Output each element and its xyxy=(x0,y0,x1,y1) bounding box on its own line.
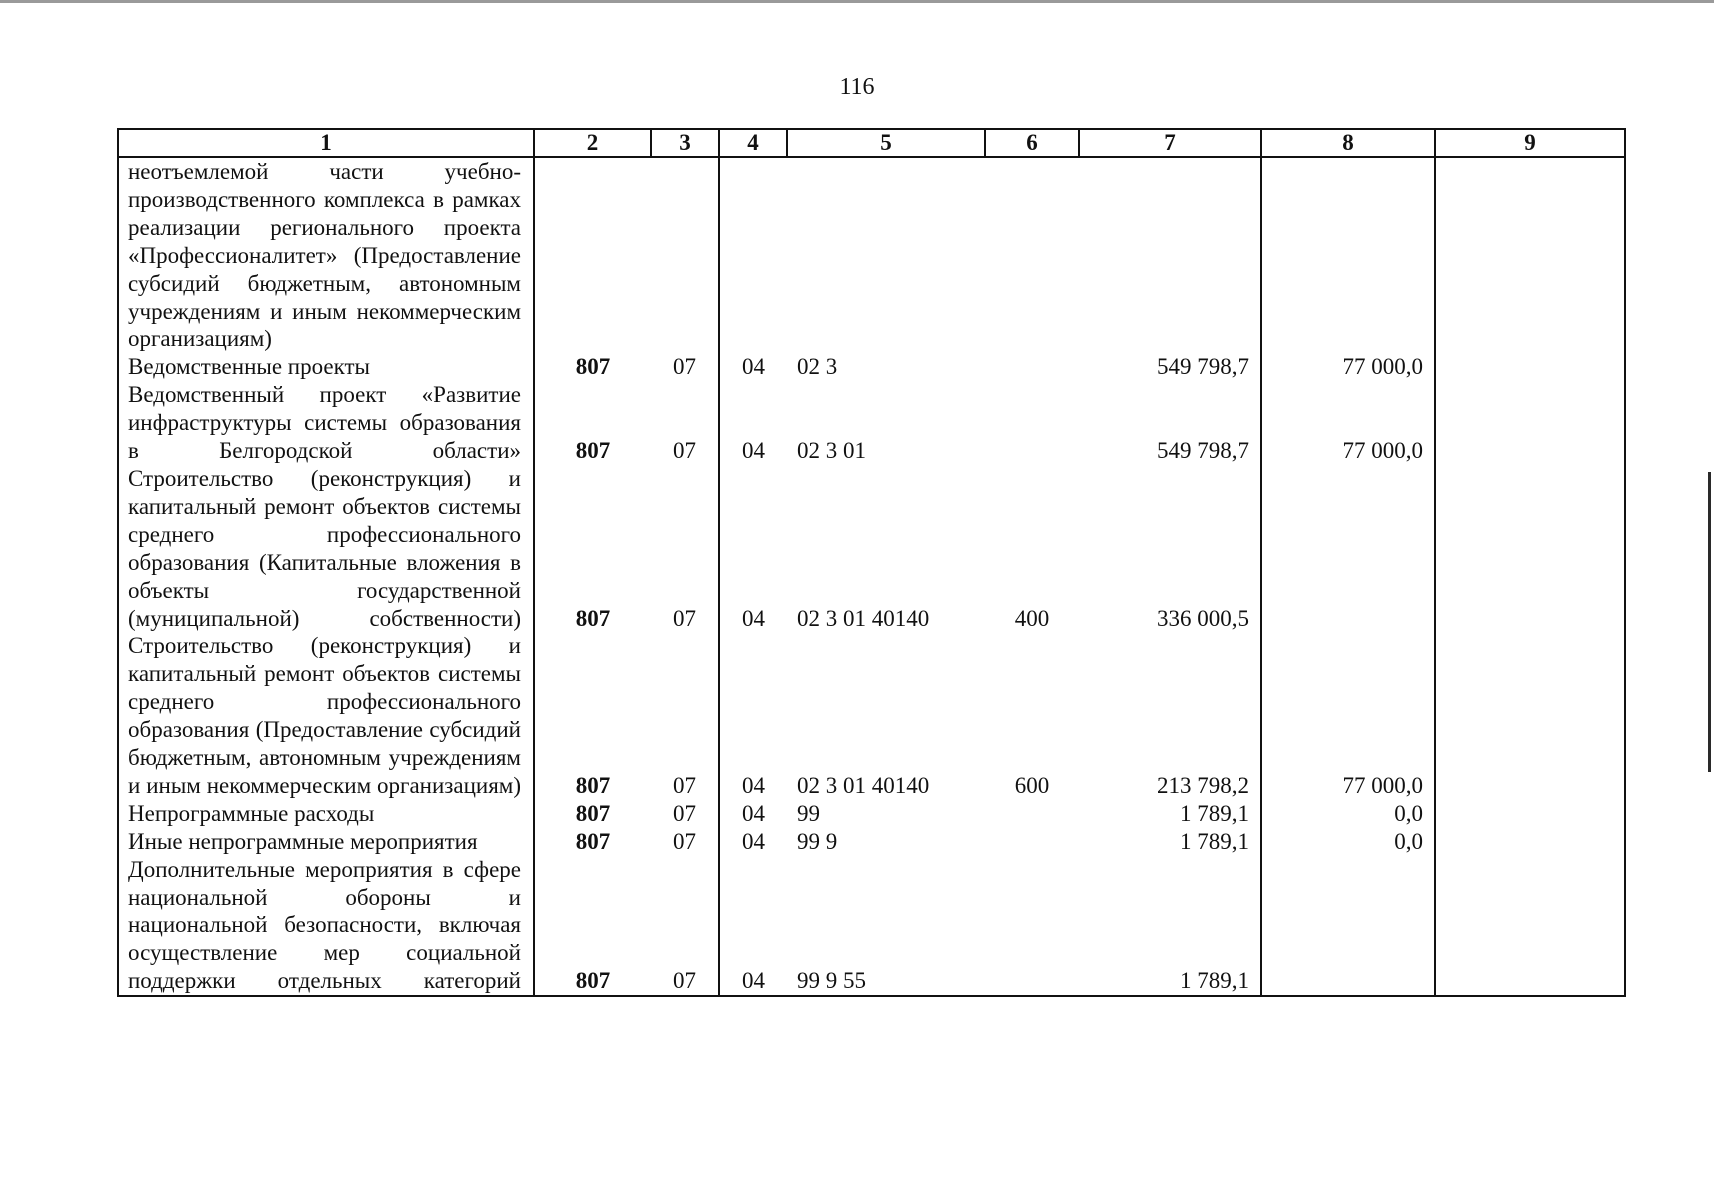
header-col-7: 7 xyxy=(1079,129,1261,157)
table-row xyxy=(118,353,1625,381)
row-ved: 807 xyxy=(534,800,651,828)
row-sum-8 xyxy=(1261,856,1435,997)
row-ved: 807 xyxy=(534,465,651,632)
row-sum-8 xyxy=(1261,465,1435,632)
row-ved: 807 xyxy=(534,353,651,381)
row-sum-7: 549 798,7 xyxy=(1079,381,1261,465)
row-rz: 07 xyxy=(651,856,719,997)
row-rz: 07 xyxy=(651,828,719,856)
row-vr xyxy=(985,800,1079,828)
row-sum-8 xyxy=(1261,157,1435,353)
row-sum-9 xyxy=(1435,157,1625,353)
header-col-3: 3 xyxy=(651,129,719,157)
row-pr: 04 xyxy=(742,605,765,631)
row-pr: 04 xyxy=(719,856,787,997)
row-csr: 99 xyxy=(797,800,820,826)
row-sum-9 xyxy=(1435,800,1625,828)
header-col-6: 6 xyxy=(985,129,1079,157)
row-vr xyxy=(985,828,1079,856)
row-vr xyxy=(985,381,1079,465)
row-name: Иные непрограммные мероприятия xyxy=(118,828,534,856)
row-sum-9 xyxy=(1435,381,1625,465)
row-csr: 02 3 01 xyxy=(797,438,866,464)
row-ved: 807 xyxy=(534,381,651,465)
row-sum-8: 77 000,0 xyxy=(1261,353,1435,381)
row-sum-8: 77 000,0 xyxy=(1261,381,1435,465)
row-rz xyxy=(651,157,719,353)
table-row xyxy=(118,465,1625,632)
row-rz: 07 xyxy=(651,381,719,465)
table-header-row xyxy=(118,129,1625,157)
row-sum-7: 213 798,2 xyxy=(1079,632,1261,799)
row-csr: 02 3 01 40140 xyxy=(797,605,930,631)
row-vr xyxy=(985,353,1079,381)
scan-right-edge xyxy=(1708,472,1711,772)
row-name: Непрограммные расходы xyxy=(118,800,534,828)
row-csr: 02 3 xyxy=(797,354,838,380)
row-name: Дополнительные мероприятия в сфере национальной обороны и национальной безопасности, включая осуществление мер социальной поддержки отдельных категорий xyxy=(118,856,534,997)
header-col-5: 5 xyxy=(787,129,985,157)
header-col-9: 9 xyxy=(1435,129,1625,157)
row-pr: 04 xyxy=(742,828,765,854)
row-pr: 04 xyxy=(742,354,765,380)
row-name: Строительство (реконструкция) и капитальный ремонт объектов системы среднего профессионального образования (Капитальные вложения в объекты государственной (муниципальной) собственности) xyxy=(118,465,534,632)
row-sum-9 xyxy=(1435,353,1625,381)
table-row xyxy=(118,632,1625,799)
row-name: Ведомственный проект «Развитие инфраструктуры системы образования в Белгородской области» xyxy=(118,381,534,465)
header-col-4: 4 xyxy=(719,129,787,157)
header-col-1: 1 xyxy=(118,129,534,157)
table-row xyxy=(118,856,1625,997)
row-vr xyxy=(985,856,1079,997)
row-rz: 07 xyxy=(651,632,719,799)
row-ved xyxy=(534,157,651,353)
row-name: неотъемлемой части учебно-производственного комплекса в рамках реализации регионального проекта «Профессионалитет» (Предоставление субсидий бюджетным, автономным учреждениям и иным некоммерческим организациям) xyxy=(118,157,534,353)
row-sum-7: 1 789,1 xyxy=(1079,828,1261,856)
row-sum-8: 0,0 xyxy=(1261,800,1435,828)
row-sum-7: 1 789,1 xyxy=(1079,856,1261,997)
row-sum-8: 77 000,0 xyxy=(1261,632,1435,799)
row-pr: 04 xyxy=(742,772,765,798)
row-sum-7: 549 798,7 xyxy=(1079,353,1261,381)
row-sum-7: 336 000,5 xyxy=(1079,465,1261,632)
row-vr: 400 xyxy=(1014,605,1050,631)
row-name: Ведомственные проекты xyxy=(118,353,534,381)
scan-top-edge xyxy=(0,0,1714,3)
row-sum-9 xyxy=(1435,856,1625,997)
row-ved: 807 xyxy=(534,828,651,856)
row-pr xyxy=(719,157,787,353)
table-row xyxy=(118,800,1625,828)
header-col-2: 2 xyxy=(534,129,651,157)
row-csr xyxy=(787,157,985,353)
row-csr: 99 9 xyxy=(797,828,838,854)
row-sum-7: 1 789,1 xyxy=(1079,800,1261,828)
budget-table xyxy=(117,128,1626,997)
row-vr: 600 xyxy=(1014,772,1050,798)
row-sum-7 xyxy=(1079,157,1261,353)
row-pr: 04 xyxy=(742,800,765,826)
row-pr: 04 xyxy=(742,438,765,464)
page-number: 116 xyxy=(839,74,875,100)
row-csr: 02 3 01 40140 xyxy=(797,772,930,798)
row-sum-9 xyxy=(1435,465,1625,632)
row-sum-8: 0,0 xyxy=(1261,828,1435,856)
row-vr xyxy=(985,157,1079,353)
row-ved: 807 xyxy=(534,856,651,997)
table-row xyxy=(118,828,1625,856)
table-row xyxy=(118,381,1625,465)
row-csr: 99 9 55 xyxy=(787,856,985,997)
row-rz: 07 xyxy=(651,800,719,828)
header-col-8: 8 xyxy=(1261,129,1435,157)
row-sum-9 xyxy=(1435,828,1625,856)
table-row xyxy=(118,157,1625,353)
row-name: Строительство (реконструкция) и капитальный ремонт объектов системы среднего профессионального образования (Предоставление субсидий бюджетным, автономным учреждениям и иным некоммерческим организациям) xyxy=(118,632,534,799)
row-rz: 07 xyxy=(651,353,719,381)
row-ved: 807 xyxy=(534,632,651,799)
row-sum-9 xyxy=(1435,632,1625,799)
row-rz: 07 xyxy=(651,465,719,632)
